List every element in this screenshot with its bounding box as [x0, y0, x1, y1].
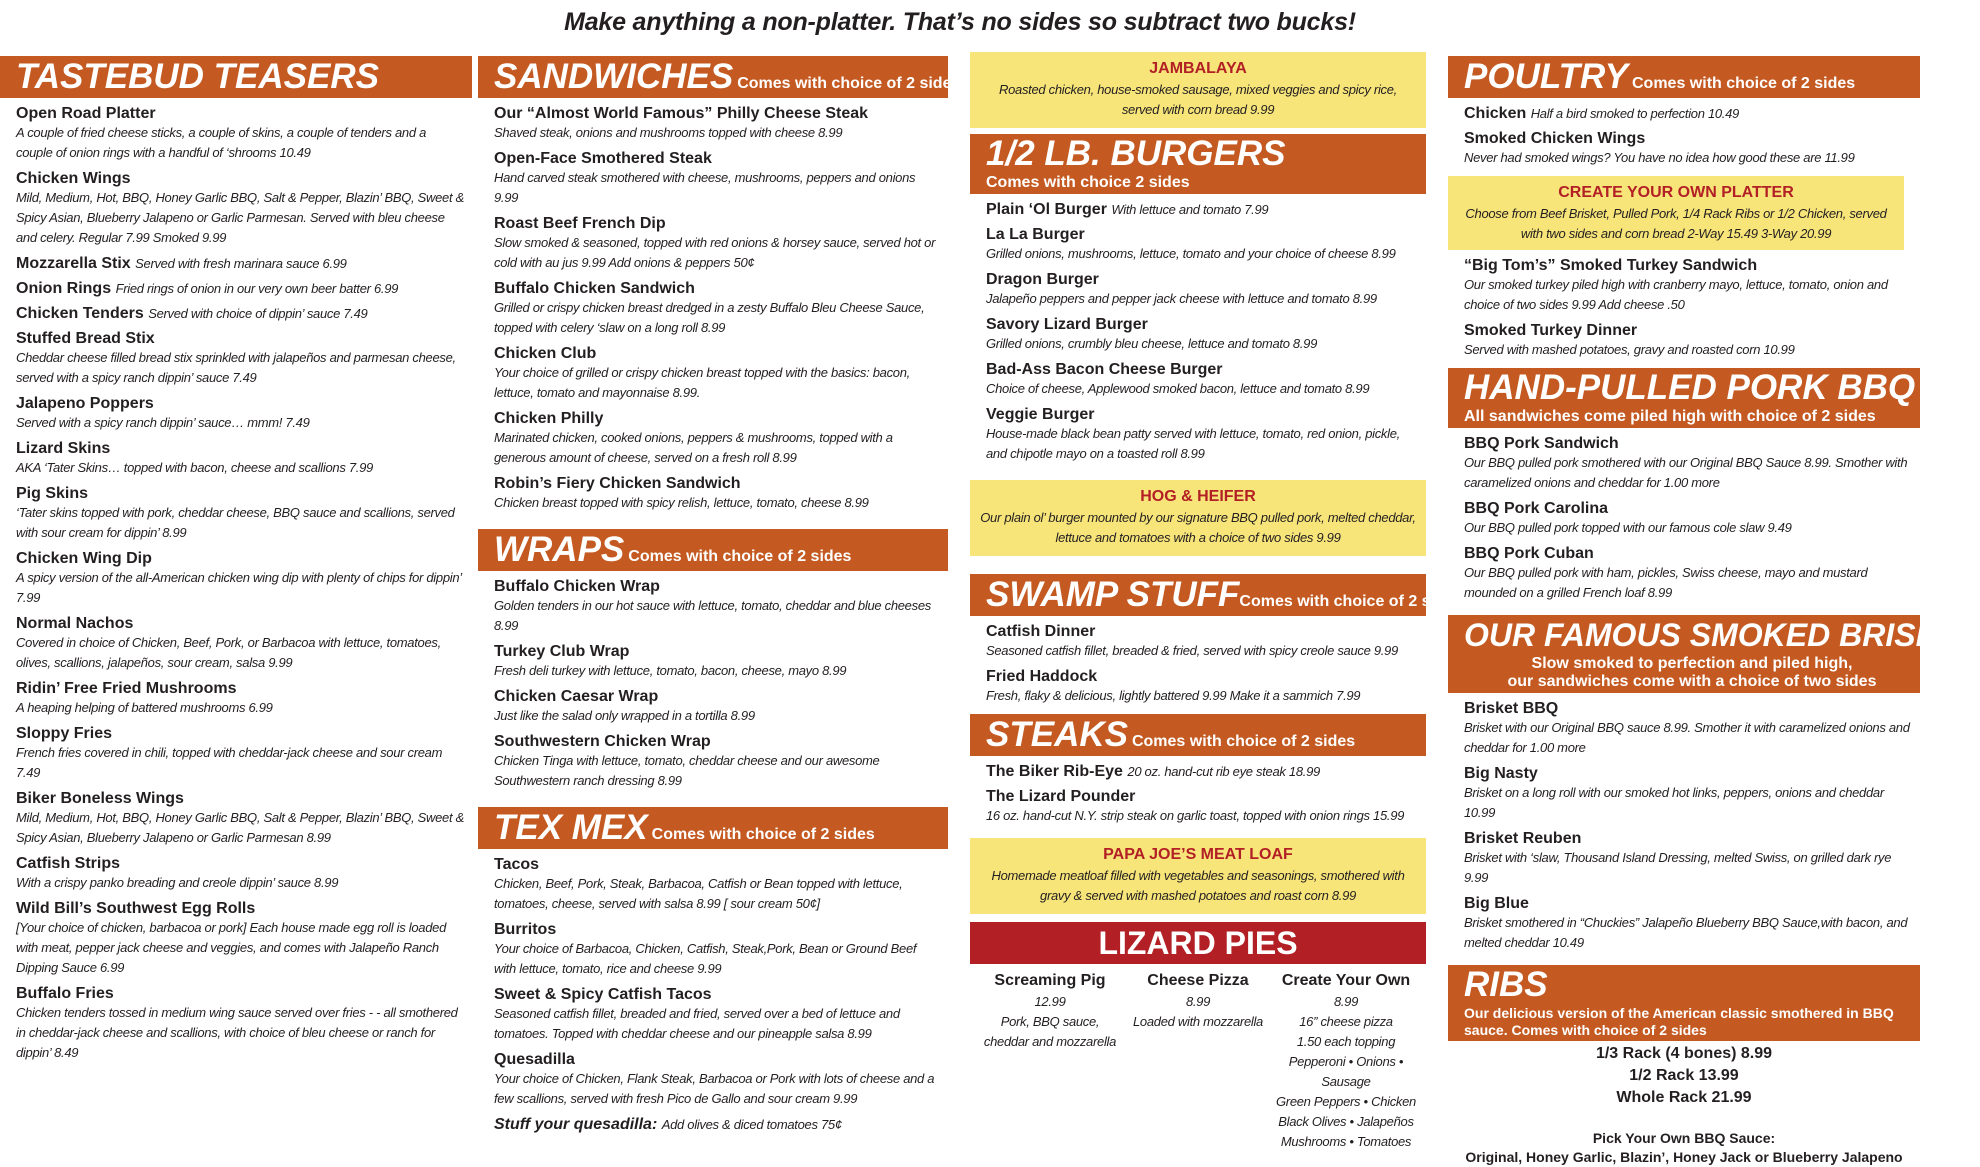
section-title: OUR FAMOUS SMOKED BRISKET	[1464, 617, 1980, 653]
item-desc: Mushrooms • Tomatoes	[1280, 1134, 1412, 1149]
pie-item	[1125, 970, 1272, 1152]
feature-title: PAPA JOE’S MEAT LOAF	[1103, 846, 1293, 863]
item-desc: Just like the salad only wrapped in a tortilla 8.99	[494, 708, 755, 723]
menu-item	[0, 549, 472, 608]
menu-item	[970, 200, 1426, 219]
section-subtitle: Slow smoked to perfection and piled high,	[1531, 655, 1853, 672]
item-desc: 8.99	[1185, 994, 1211, 1009]
ribs-price-line: 1/2 Rack 13.99	[1629, 1067, 1739, 1084]
item-name: Wild Bill’s Southwest Egg Rolls	[16, 900, 256, 917]
menu-item	[478, 1050, 948, 1109]
section-subtitle: Comes with choice of 2 sides	[1239, 593, 1463, 610]
pork-list	[1448, 434, 1920, 603]
item-desc: Our BBQ pulled pork smothered with our Original BBQ Sauce 8.99. Smother with caramelized onions and cheddar for 1.00 more	[1464, 455, 1908, 490]
item-name: Chicken Philly	[494, 410, 604, 427]
section-header-poultry	[1448, 56, 1920, 98]
item-name: La La Burger	[986, 226, 1085, 243]
item-name: Smoked Turkey Dinner	[1464, 322, 1638, 339]
item-name: Cheese Pizza	[1147, 972, 1249, 989]
section-header-teasers	[0, 56, 472, 98]
item-desc: Mild, Medium, Hot, BBQ, Honey Garlic BBQ, Salt & Pepper, Blazin’ BBQ, Sweet & Spicy Asian, Blueberry Jalapeno or Garlic Parmesan. Served with bleu cheese and celery. Regular 7.99 Smoked 9.99	[16, 190, 464, 245]
menu-item	[0, 679, 472, 718]
item-desc: Served with mashed potatoes, gravy and roasted corn 10.99	[1464, 342, 1795, 357]
item-desc: Hand carved steak smothered with cheese, mushrooms, peppers and onions 9.99	[494, 170, 916, 205]
feature-desc: Our plain ol’ burger mounted by our signature BBQ pulled pork, melted cheddar, lettuce and tomatoes with a choice of two sides 9.99	[980, 510, 1416, 545]
item-name: Quesadilla	[494, 1051, 575, 1068]
item-desc: Jalapeño peppers and pepper jack cheese with lettuce and tomato 8.99	[986, 291, 1377, 306]
section-subtitle: Comes with choice of 2 sides	[628, 548, 852, 565]
item-desc: Our smoked turkey piled high with cranberry mayo, lettuce, tomato, onion and choice of two sides 9.99 Add cheese .50	[1464, 277, 1888, 312]
item-desc: Fresh deli turkey with lettuce, tomato, bacon, cheese, mayo 8.99	[494, 663, 847, 678]
item-desc: 20 oz. hand-cut rib eye steak 18.99	[1127, 764, 1320, 779]
feature-box-hog-heifer	[970, 480, 1426, 556]
section-subtitle: our sandwiches come with a choice of two sides	[1507, 673, 1877, 690]
item-desc: Black Olives • Jalapeños	[1278, 1114, 1414, 1129]
item-name: BBQ Pork Cuban	[1464, 545, 1594, 562]
section-header-steaks	[970, 714, 1426, 756]
section-subtitle: Comes with choice of 2 sides	[1131, 733, 1356, 750]
menu-item	[970, 270, 1426, 309]
item-desc: Chicken tenders tossed in medium wing sauce served over fries - - all smothered in cheddar-jack cheese and scallions, with choice of bleu cheese or ranch for dippin’ 8.49	[16, 1005, 458, 1060]
menu-item	[1448, 499, 1920, 538]
item-desc: Our BBQ pulled pork topped with our famous cole slaw 9.49	[1464, 520, 1792, 535]
section-title: TEX MEX	[494, 808, 648, 847]
menu-item	[0, 724, 472, 783]
item-desc: Our BBQ pulled pork with ham, pickles, Swiss cheese, mayo and mustard mounded on a grilled French loaf 8.99	[1464, 565, 1868, 600]
pies-list	[970, 970, 1426, 1152]
wraps-list	[478, 577, 948, 791]
item-desc: Served with fresh marinara sauce 6.99	[135, 256, 347, 271]
section-header-burgers	[970, 134, 1426, 194]
item-name: Chicken Wings	[16, 170, 131, 187]
menu-item	[1448, 129, 1920, 168]
item-desc: French fries covered in chili, topped with cheddar-jack cheese and sour cream 7.49	[16, 745, 443, 780]
item-desc: Covered in choice of Chicken, Beef, Pork, or Barbacoa with lettuce, tomatoes, olives, scallions, jalapeños, sour cream, salsa 9.99	[16, 635, 441, 670]
item-name: Ridin’ Free Fried Mushrooms	[16, 680, 237, 697]
menu-item	[0, 984, 472, 1063]
feature-box-meatloaf	[970, 838, 1426, 914]
item-name: Catfish Dinner	[986, 623, 1096, 640]
poultry-list	[1448, 104, 1920, 168]
item-desc: Choice of cheese, Applewood smoked bacon, lettuce and tomato 8.99	[986, 381, 1370, 396]
feature-title: JAMBALAYA	[1149, 60, 1247, 77]
menu-item	[1448, 544, 1920, 603]
item-name: BBQ Pork Sandwich	[1464, 435, 1619, 452]
item-desc: Pepperoni • Onions • Sausage	[1288, 1054, 1404, 1089]
menu-item	[1448, 829, 1920, 888]
menu-item	[1448, 104, 1920, 123]
item-desc: Slow smoked & seasoned, topped with red onions & horsey sauce, served hot or cold with au jus 9.99 Add onions & peppers 50¢	[494, 235, 936, 270]
menu-item	[478, 474, 948, 513]
item-name: Brisket BBQ	[1464, 700, 1559, 717]
item-name: Bad-Ass Bacon Cheese Burger	[986, 361, 1223, 378]
menu-item	[0, 484, 472, 543]
item-name: Jalapeno Poppers	[16, 395, 154, 412]
menu-item	[1448, 894, 1920, 953]
item-desc: Brisket on a long roll with our smoked hot links, peppers, onions and cheddar 10.99	[1464, 785, 1884, 820]
item-name: Chicken Wing Dip	[16, 550, 152, 567]
item-desc: Chicken Tinga with lettuce, tomato, cheddar cheese and our awesome Southwestern ranch dressing 8.99	[494, 753, 880, 788]
item-name: Chicken Tenders	[16, 305, 144, 322]
banner-headline: Make anything a non-platter. That’s no sides so subtract two bucks!	[564, 8, 1356, 36]
item-desc: Golden tenders in our hot sauce with lettuce, tomato, cheddar and blue cheeses 8.99	[494, 598, 931, 633]
section-title: TASTEBUD TEASERS	[16, 57, 379, 96]
feature-box-platter	[1448, 176, 1904, 250]
brisket-list	[1448, 699, 1920, 953]
section-subtitle: Comes with choice of 2 sides	[1632, 75, 1856, 92]
item-name: Veggie Burger	[986, 406, 1095, 423]
menu-item	[478, 687, 948, 726]
item-name: Southwestern Chicken Wrap	[494, 733, 711, 750]
section-subtitle: Comes with choice of 2 sides	[737, 75, 961, 92]
item-name: The Biker Rib-Eye	[986, 763, 1123, 780]
item-desc: Marinated chicken, cooked onions, peppers & mushrooms, topped with a generous amount of cheese, served on a fresh roll 8.99	[494, 430, 893, 465]
item-desc: Brisket smothered in “Chuckies” Jalapeño Blueberry BBQ Sauce,with bacon, and melted cheddar 10.49	[1464, 915, 1908, 950]
item-name: Savory Lizard Burger	[986, 316, 1148, 333]
item-name: BBQ Pork Carolina	[1464, 500, 1609, 517]
item-desc: Served with a spicy ranch dippin’ sauce… mmm! 7.49	[16, 415, 310, 430]
section-title: HAND-PULLED PORK BBQ	[1464, 368, 1916, 407]
item-desc: 1.50 each topping	[1296, 1034, 1396, 1049]
item-name: Buffalo Chicken Wrap	[494, 578, 660, 595]
item-name: Open Road Platter	[16, 105, 156, 122]
item-name: Create Your Own	[1281, 972, 1411, 989]
item-desc: Pork, BBQ sauce, cheddar and mozzarella	[983, 1014, 1117, 1049]
item-desc: Your choice of Chicken, Flank Steak, Barbacoa or Pork with lots of cheese and a few scallions, served with fresh Pico de Gallo and sour cream 9.99	[494, 1071, 935, 1106]
item-name: Sloppy Fries	[16, 725, 113, 742]
item-desc: With a crispy panko breading and creole dippin’ sauce 8.99	[16, 875, 339, 890]
menu-item	[478, 1115, 948, 1134]
item-desc: Fried rings of onion in our very own beer batter 6.99	[115, 281, 399, 296]
feature-desc: Homemade meatloaf filled with vegetables and seasonings, smothered with gravy & served with mashed potatoes and roast corn 8.99	[991, 868, 1405, 903]
menu-item	[478, 409, 948, 468]
item-desc: Add olives & diced tomatoes 75¢	[661, 1117, 842, 1132]
section-title: WRAPS	[494, 530, 625, 569]
menu-item	[970, 405, 1426, 464]
item-desc: Served with choice of dippin’ sauce 7.49	[148, 306, 368, 321]
item-name: Smoked Chicken Wings	[1464, 130, 1646, 147]
item-name: Dragon Burger	[986, 271, 1099, 288]
feature-title: CREATE YOUR OWN PLATTER	[1558, 184, 1794, 201]
item-name: Open-Face Smothered Steak	[494, 150, 712, 167]
menu-item	[0, 439, 472, 478]
menu-item	[0, 394, 472, 433]
menu-item	[478, 149, 948, 208]
item-name: Normal Nachos	[16, 615, 134, 632]
item-name: Lizard Skins	[16, 440, 111, 457]
item-name: Turkey Club Wrap	[494, 643, 630, 660]
menu-item	[0, 614, 472, 673]
item-desc: 16 oz. hand-cut N.Y. strip steak on garlic toast, topped with onion rings 15.99	[986, 808, 1405, 823]
item-desc: Grilled or crispy chicken breast dredged in a zesty Buffalo Bleu Cheese Sauce, topped with celery ‘slaw on a long roll 8.99	[494, 300, 925, 335]
menu-item	[0, 279, 472, 298]
item-name: Burritos	[494, 921, 557, 938]
item-name: Chicken Club	[494, 345, 597, 362]
item-name: Catfish Strips	[16, 855, 121, 872]
section-header-swamp	[970, 574, 1463, 616]
item-name: Chicken Caesar Wrap	[494, 688, 659, 705]
item-desc: Mild, Medium, Hot, BBQ, Honey Garlic BBQ, Salt & Pepper, Blazin’ BBQ, Sweet & Spicy Asian, Blueberry Jalapeno or Garlic Parmesan 8.99	[16, 810, 464, 845]
menu-item	[0, 789, 472, 848]
ribs-price-line: Whole Rack 21.99	[1616, 1089, 1752, 1106]
menu-item	[970, 667, 1426, 706]
menu-item	[478, 214, 948, 273]
section-subtitle: Comes with choice 2 sides	[986, 174, 1190, 191]
item-desc: [Your choice of chicken, barbacoa or pork] Each house made egg roll is loaded with meat, pepper jack cheese and veggies, and comes with Jalapeño Ranch Dipping Sauce 6.99	[16, 920, 447, 975]
section-title: LIZARD PIES	[1098, 925, 1298, 961]
item-desc: Loaded with mozzarella	[1133, 1014, 1263, 1029]
menu-item	[970, 787, 1426, 826]
menu-item	[0, 854, 472, 893]
item-desc: A couple of fried cheese sticks, a couple of skins, a couple of tenders and a couple of onion rings with a handful of ‘shrooms 10.49	[16, 125, 427, 160]
menu-item	[0, 329, 472, 388]
menu-item	[478, 985, 948, 1044]
sauce-title: Pick Your Own BBQ Sauce:	[1592, 1130, 1776, 1146]
column-3	[970, 52, 1463, 1152]
menu-item	[478, 279, 948, 338]
item-name: Brisket Reuben	[1464, 830, 1582, 847]
menu-item	[478, 855, 948, 914]
menu-item	[0, 899, 472, 978]
menu-item	[0, 304, 472, 323]
item-name: Buffalo Fries	[16, 985, 114, 1002]
item-desc: Fresh, flaky & delicious, lightly battered 9.99 Make it a sammich 7.99	[986, 688, 1361, 703]
menu-item	[1448, 699, 1920, 758]
sandwiches-list	[478, 104, 948, 513]
section-title: SANDWICHES	[494, 57, 734, 96]
menu-item	[1448, 434, 1920, 493]
section-header-ribs	[1448, 965, 1920, 1041]
feature-title: HOG & HEIFER	[1140, 488, 1256, 505]
menu-item	[970, 315, 1426, 354]
item-desc: 16” cheese pizza	[1299, 1014, 1393, 1029]
item-desc: Half a bird smoked to perfection 10.49	[1530, 106, 1739, 121]
pie-item	[977, 970, 1124, 1152]
swamp-list	[970, 622, 1426, 706]
column-4	[1448, 56, 1980, 1167]
item-name: Plain ‘Ol Burger	[986, 201, 1107, 218]
item-desc: 12.99	[1034, 994, 1066, 1009]
item-name: Tacos	[494, 856, 540, 873]
item-desc: ‘Tater skins topped with pork, cheddar cheese, BBQ sauce and scallions, served with sour cream for dippin’ 8.99	[16, 505, 455, 540]
menu-item	[970, 360, 1426, 399]
pie-item	[1273, 970, 1420, 1152]
item-desc: Shaved steak, onions and mushrooms topped with cheese 8.99	[494, 125, 843, 140]
item-desc: With lettuce and tomato 7.99	[1111, 202, 1269, 217]
menu-item	[0, 169, 472, 248]
item-desc: 8.99	[1333, 994, 1359, 1009]
item-desc: Seasoned catfish fillet, breaded and fried, served over a bed of lettuce and tomatoes. Topped with cheddar cheese and our pineapple salsa 8.99	[494, 1006, 900, 1041]
menu-item	[478, 344, 948, 403]
item-name: Chicken	[1464, 105, 1527, 122]
section-title: SWAMP STUFF	[986, 575, 1240, 614]
item-name: Screaming Pig	[994, 972, 1106, 989]
item-desc: Seasoned catfish fillet, breaded & fried, served with spicy creole sauce 9.99	[986, 643, 1398, 658]
section-subtitle: Comes with choice of 2 sides	[651, 826, 875, 843]
turkey-list	[1448, 256, 1920, 360]
item-name: Our “Almost World Famous” Philly Cheese Steak	[494, 105, 869, 122]
sauce-list: Original, Honey Garlic, Blazin’, Honey Jack or Blueberry Jalapeno	[1465, 1149, 1903, 1165]
bbq-sauce-note	[1448, 1129, 1920, 1167]
item-name: Onion Rings	[16, 280, 112, 297]
item-name: Stuffed Bread Stix	[16, 330, 155, 347]
item-desc: Your choice of Barbacoa, Chicken, Catfish, Steak,Pork, Bean or Ground Beef with lettuce, tomato, rice and cheese 9.99	[494, 941, 917, 976]
item-desc: A heaping helping of battered mushrooms 6.99	[16, 700, 273, 715]
item-name: Robin’s Fiery Chicken Sandwich	[494, 475, 741, 492]
section-subtitle: Our delicious version of the American classic smothered in BBQ sauce. Comes with choice of 2 sides	[1464, 1005, 1894, 1038]
item-desc: Green Peppers • Chicken	[1275, 1094, 1416, 1109]
item-name: Mozzarella Stix	[16, 255, 131, 272]
section-header-texmex	[478, 807, 948, 849]
menu-item	[478, 577, 948, 636]
section-title: POULTRY	[1464, 57, 1628, 96]
menu-item	[1448, 256, 1920, 315]
item-name: Big Nasty	[1464, 765, 1538, 782]
section-header-pies	[970, 922, 1426, 964]
item-name: Roast Beef French Dip	[494, 215, 666, 232]
item-desc: Chicken, Beef, Pork, Steak, Barbacoa, Catfish or Bean topped with lettuce, tomatoes, cheese, served with salsa 8.99 [ sour cream 50¢]	[494, 876, 903, 911]
item-name: Sweet & Spicy Catfish Tacos	[494, 986, 712, 1003]
menu-item	[0, 254, 472, 273]
menu-item	[478, 920, 948, 979]
item-name: The Lizard Pounder	[986, 788, 1136, 805]
menu-item	[970, 622, 1426, 661]
item-desc: House-made black bean patty served with lettuce, tomato, red onion, pickle, and chipotle mayo on a toasted roll 8.99	[986, 426, 1400, 461]
menu-item	[1448, 321, 1920, 360]
burgers-list	[970, 200, 1426, 464]
item-name: Buffalo Chicken Sandwich	[494, 280, 695, 297]
menu-item	[478, 732, 948, 791]
item-desc: AKA ‘Tater Skins… topped with bacon, cheese and scallions 7.99	[16, 460, 373, 475]
column-2	[478, 56, 961, 1134]
section-title: STEAKS	[986, 715, 1128, 754]
item-name: Stuff your quesadilla:	[494, 1116, 658, 1133]
menu-item	[970, 762, 1426, 781]
texmex-list	[478, 855, 948, 1109]
section-title: 1/2 LB. BURGERS	[986, 134, 1286, 173]
item-name: Fried Haddock	[986, 668, 1098, 685]
section-subtitle: All sandwiches come piled high with choice of 2 sides	[1464, 408, 1876, 425]
menu-item	[1448, 764, 1920, 823]
item-desc: Brisket with ‘slaw, Thousand Island Dressing, melted Swiss, on grilled dark rye 9.99	[1464, 850, 1892, 885]
feature-desc: Choose from Beef Brisket, Pulled Pork, 1/4 Rack Ribs or 1/2 Chicken, served with two sides and corn bread 2-Way 15.49 3-Way 20.99	[1465, 206, 1887, 241]
item-name: Pig Skins	[16, 485, 89, 502]
menu-item	[478, 104, 948, 143]
item-desc: Cheddar cheese filled bread stix sprinkled with jalapeños and parmesan cheese, served with a spicy ranch dippin’ sauce 7.49	[16, 350, 456, 385]
section-title: RIBS	[1464, 965, 1548, 1004]
item-name: “Big Tom’s” Smoked Turkey Sandwich	[1464, 257, 1758, 274]
menu-item	[970, 225, 1426, 264]
section-header-brisket	[1448, 615, 1980, 693]
feature-desc: Roasted chicken, house-smoked sausage, mixed veggies and spicy rice, served with corn bread 9.99	[999, 82, 1397, 117]
item-desc: Chicken breast topped with spicy relish, lettuce, tomato, cheese 8.99	[494, 495, 869, 510]
section-header-wraps	[478, 529, 948, 571]
section-header-pork	[1448, 368, 1920, 428]
item-desc: Brisket with our Original BBQ sauce 8.99. Smother it with caramelized onions and cheddar for 1.00 more	[1464, 720, 1910, 755]
ribs-price-line: 1/3 Rack (4 bones) 8.99	[1595, 1045, 1773, 1062]
ribs-price-list	[1448, 1043, 1920, 1109]
item-desc: Grilled onions, mushrooms, lettuce, tomato and your choice of cheese 8.99	[986, 246, 1396, 261]
item-name: Biker Boneless Wings	[16, 790, 184, 807]
section-header-sandwiches	[478, 56, 961, 98]
steaks-list	[970, 762, 1426, 826]
item-desc: A spicy version of the all-American chicken wing dip with plenty of chips for dippin’ 7.99	[16, 570, 462, 605]
item-desc: Never had smoked wings? You have no idea how good these are 11.99	[1464, 150, 1855, 165]
item-desc: Your choice of grilled or crispy chicken breast topped with the basics: bacon, lettuce, tomato and mayonnaise 8.99.	[494, 365, 910, 400]
menu-item	[0, 104, 472, 163]
teasers-list	[0, 104, 472, 1063]
item-desc: Grilled onions, crumbly bleu cheese, lettuce and tomato 8.99	[986, 336, 1318, 351]
item-name: Big Blue	[1464, 895, 1529, 912]
menu-item	[478, 642, 948, 681]
column-1	[0, 56, 472, 1063]
feature-box-jambalaya	[970, 52, 1426, 128]
